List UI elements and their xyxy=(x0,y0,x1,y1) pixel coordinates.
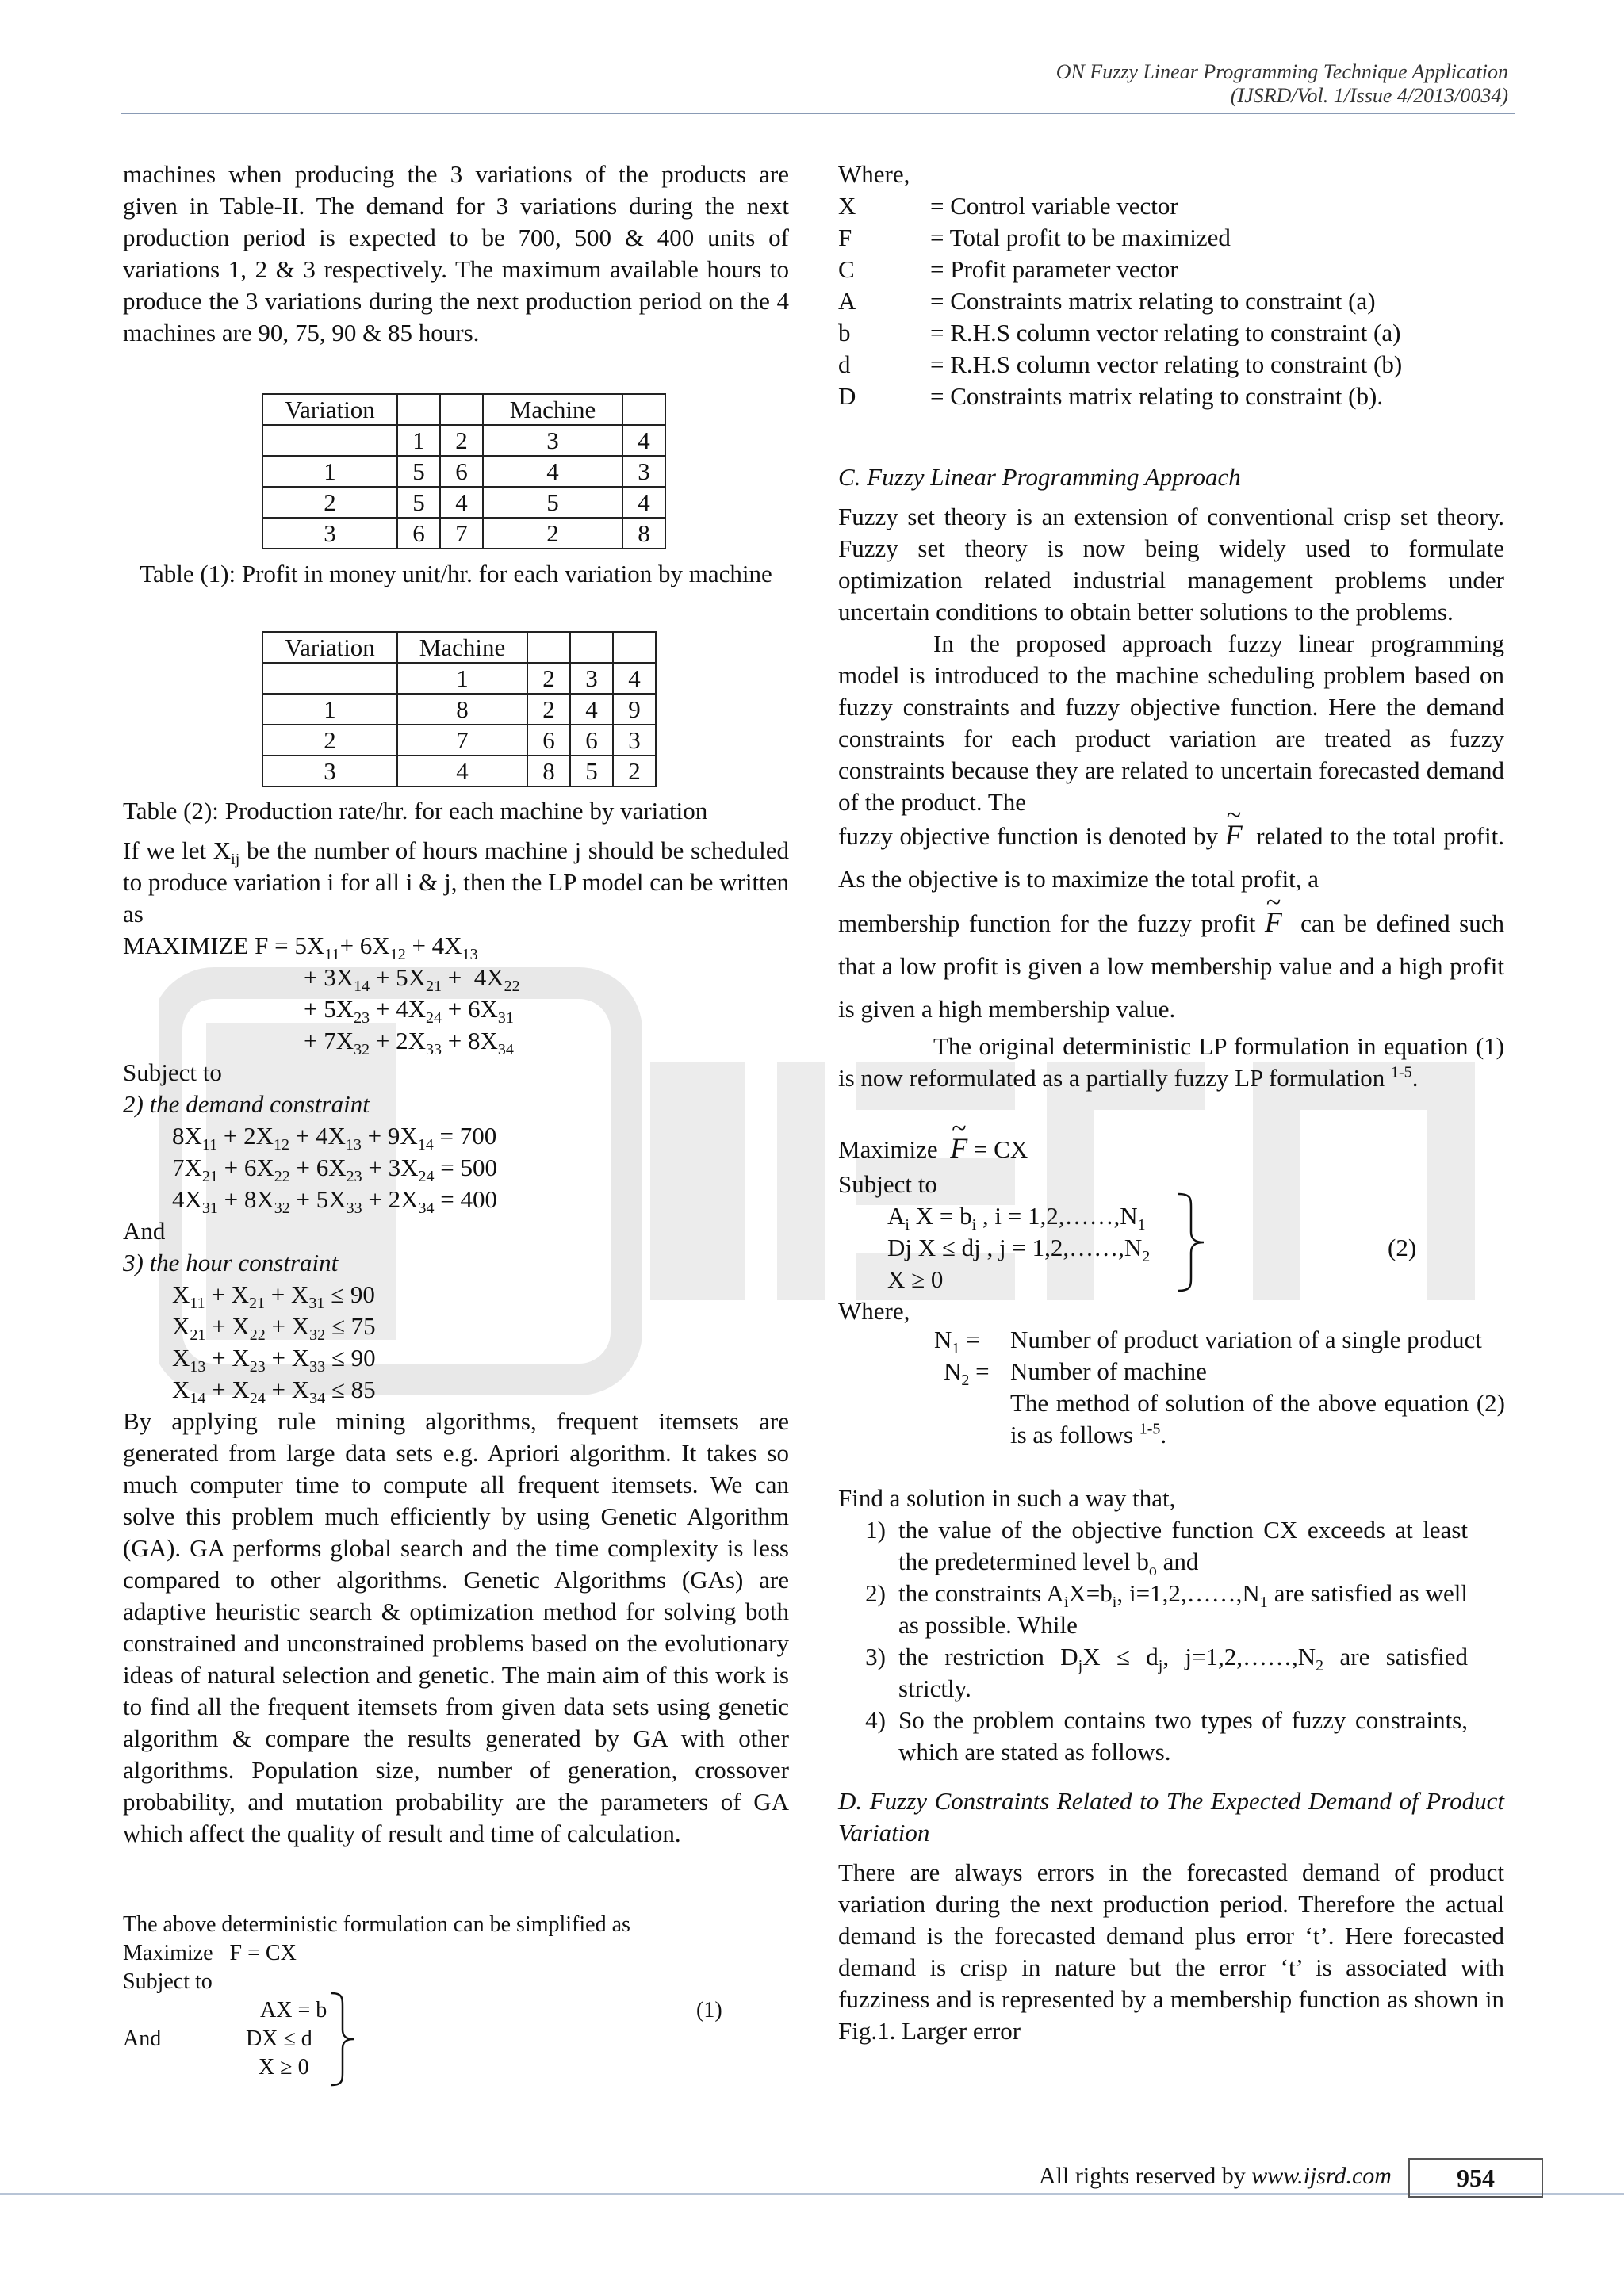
definitions-block xyxy=(838,159,1504,412)
lp-intro-sub: ij xyxy=(231,851,240,869)
subject-to-label-2: Subject to xyxy=(123,1969,213,1994)
n2-symbol: $N_2$ = xyxy=(944,1357,990,1390)
table-cell: Machine xyxy=(397,632,527,663)
table-cell: 2 xyxy=(262,487,397,518)
n1-symbol: $N_1$ = xyxy=(934,1326,980,1358)
eq2-brace xyxy=(1175,1192,1207,1292)
eq1-and: And xyxy=(123,2026,162,2051)
list-item xyxy=(838,1641,1504,1705)
objective-line-3: + $5X_{23} + 4X_{24} + 6X_{31}$ xyxy=(304,995,514,1027)
table-cell xyxy=(262,425,397,456)
n-definitions xyxy=(934,1324,1505,1451)
definition-row xyxy=(838,349,1504,381)
f-tilde-symbol: ~ F xyxy=(950,1132,967,1164)
table-1 xyxy=(262,393,666,549)
table-cell xyxy=(397,394,440,425)
demand-eq-2: $7X_{21} + 6X_{22} + 6X_{23} + 3X_{24} = 500$ xyxy=(172,1154,497,1186)
conditions-list xyxy=(838,1514,1504,1768)
table-cell: Machine xyxy=(483,394,622,425)
table-cell: 5 xyxy=(483,487,622,518)
definition-row xyxy=(838,317,1504,349)
table-1-caption: Table (1): Profit in money unit/hr. for each variation by machine xyxy=(140,560,772,587)
header-title: ON Fuzzy Linear Programming Technique Application xyxy=(1055,60,1508,83)
where-label: Where, xyxy=(838,160,910,188)
list-number: 3) xyxy=(865,1643,886,1670)
page-number: 954 xyxy=(1408,2158,1543,2198)
table-cell xyxy=(527,632,570,663)
table-row xyxy=(262,487,665,518)
table-cell: 4 xyxy=(440,487,483,518)
eq2-line-a: $A_i$ $X = b_i$ , $i = 1,2,\dots\dots,N_1$ xyxy=(887,1202,1146,1234)
maximize-f-tilde-line xyxy=(838,1132,1504,1169)
table-cell xyxy=(613,632,656,663)
table-cell: 8 xyxy=(397,694,527,725)
table-cell xyxy=(622,394,665,425)
n2-text: Number of machine xyxy=(1010,1357,1207,1385)
citation-superscript: 1-5 xyxy=(1391,1063,1412,1081)
definition-key: b xyxy=(838,319,851,346)
demand-constraint-heading: 2) the demand constraint xyxy=(123,1090,370,1118)
definition-value: = Control variable vector xyxy=(930,192,1178,220)
ga-paragraph: By applying rule mining algorithms, frequent itemsets are generated from large data sets e.g. Apriori algorithm. It takes so much computer time to compute all frequent itemsets. We can solve this problem much efficiently by using Genetic Algorithm (GA). GA performs global search and the time complexity is less compared to other algorithms. Genetic Algorithms (GAs) are adaptive heuristic search & optimization method for solving both constrained and unconstrained problems based on the evolutionary ideas of natural selection and genetic. The main aim of this work is to find all the frequent itemsets from given data sets using genetic algorithm & compare the results generated by GA with other algorithms. Population size, number of generation, crossover probability, and mutation probability are the parameters of GA which affect the quality of result and time of calculation. xyxy=(123,1407,789,1847)
subject-to-label-3: Subject to xyxy=(838,1170,937,1198)
table-cell: 3 xyxy=(262,518,397,549)
table-cell: 4 xyxy=(622,425,665,456)
hour-constraint-heading: 3) the hour constraint xyxy=(123,1249,339,1276)
lp-intro-text-rest: be the number of hours machine j should be scheduled to produce variation i for all i & j, then the LP model can be written as xyxy=(123,836,789,928)
table-cell: 2 xyxy=(483,518,622,549)
table-cell: 1 xyxy=(397,425,440,456)
table-cell: 4 xyxy=(622,487,665,518)
fuzzy-objective-text: fuzzy objective function is denoted by xyxy=(838,822,1219,850)
table-cell: 5 xyxy=(570,756,613,786)
simplified-formulation xyxy=(123,1911,789,1996)
where-label-2: Where, xyxy=(838,1297,910,1325)
list-text: the value of the objective function CX exceeds at least the predetermined level $b_o$ and xyxy=(898,1516,1468,1580)
table-cell: 3 xyxy=(622,456,665,487)
find-solution-text: Find a solution in such a way that, xyxy=(838,1484,1176,1512)
lp-model-block xyxy=(123,835,789,1850)
definition-value: = R.H.S column vector relating to constraint (b) xyxy=(930,350,1403,378)
definition-key: d xyxy=(838,350,851,378)
table-cell: 2 xyxy=(262,725,397,756)
section-c-paragraph-5 xyxy=(838,1031,1504,1094)
section-c-paragraph-1: Fuzzy set theory is an extension of conventional crisp set theory. Fuzzy set theory is now being widely used to formulate optimization related industrial management problems under uncertain conditions to obtain better solutions to the problems. xyxy=(838,503,1504,626)
hour-eq-4: $X_{14} + X_{24} + X_{34} \le 85$ xyxy=(172,1376,376,1408)
definition-row xyxy=(838,285,1504,317)
header-citation: (IJSRD/Vol. 1/Issue 4/2013/0034) xyxy=(1230,84,1508,107)
table-cell: 4 xyxy=(613,663,656,694)
and-label: And xyxy=(123,1217,166,1245)
lp-intro-text: If we let X xyxy=(123,836,232,864)
demand-eq-1: $8X_{11} + 2X_{12} + 4X_{13} + 9X_{14} = 700$ xyxy=(172,1122,497,1154)
n1-definition xyxy=(934,1324,1505,1356)
definition-value: = Total profit to be maximized xyxy=(930,224,1231,251)
subject-to-label: Subject to xyxy=(123,1058,222,1086)
f-tilde-symbol: ~ F xyxy=(1265,901,1282,943)
table-cell: 7 xyxy=(397,725,527,756)
list-number: 2) xyxy=(865,1579,886,1607)
fuzzy-objective-line xyxy=(838,813,1504,901)
membership-paragraph xyxy=(838,901,1504,1031)
left-column xyxy=(123,159,789,349)
table-row xyxy=(262,756,656,786)
table-cell: 7 xyxy=(440,518,483,549)
lp-intro-paragraph xyxy=(123,835,789,930)
section-d-heading: D. Fuzzy Constraints Related to The Expected Demand of Product Variation xyxy=(838,1787,1504,1846)
n1-text: Number of product variation of a single product xyxy=(1010,1326,1482,1353)
definition-key: C xyxy=(838,255,855,283)
list-text: the restriction $D_jX \le d_j$, $j=1,2,\dots\dots,N_2$ are satisfied strictly. xyxy=(898,1643,1469,1702)
method-text: The method of solution of the above equation (2) is as follows xyxy=(1010,1389,1505,1448)
table-cell: 1 xyxy=(397,663,527,694)
table-row xyxy=(262,725,656,756)
citation-superscript: 1-5 xyxy=(1139,1420,1161,1438)
objective-line-1: MAXIMIZE $F = 5X_{11}+ 6X_{12} + 4X_{13}$ xyxy=(123,932,478,964)
table-cell: 2 xyxy=(527,694,570,725)
table-cell: 2 xyxy=(613,756,656,786)
table-cell: Variation xyxy=(262,632,397,663)
section-c-paragraph-2: In the proposed approach fuzzy linear programming model is introduced to the machine scheduling problem based on fuzzy constraints and fuzzy objective function. Here the demand constraints for each product variation are treated as fuzzy constraints because they are related to uncertain forecasted demand of the product. The xyxy=(838,629,1504,816)
table-cell: 4 xyxy=(483,456,622,487)
table-cell xyxy=(262,663,397,694)
table-cell: 6 xyxy=(527,725,570,756)
hour-eq-1: $X_{11} + X_{21} + X_{31} \le 90$ xyxy=(172,1280,375,1313)
footer-rule xyxy=(0,2193,1624,2195)
table-cell: 3 xyxy=(483,425,622,456)
list-item xyxy=(838,1514,1504,1578)
definition-key: A xyxy=(838,287,856,315)
definition-key: D xyxy=(838,382,856,410)
section-c-body xyxy=(838,501,1504,1094)
definition-value: = Profit parameter vector xyxy=(930,255,1178,283)
list-number: 1) xyxy=(865,1516,886,1544)
table-cell: 6 xyxy=(570,725,613,756)
table-cell: 1 xyxy=(262,456,397,487)
table-cell: 8 xyxy=(622,518,665,549)
site-link[interactable]: www.ijsrd.com xyxy=(1251,2163,1392,2189)
table-cell: 3 xyxy=(613,725,656,756)
method-paragraph: The method of solution of the above equation (2) is as follows $^{1-5}$. xyxy=(1010,1389,1505,1448)
hour-eq-2: $X_{21} + X_{22} + X_{32} \le 75$ xyxy=(172,1312,376,1345)
fuzzy-objective-text-rest: related to the total profit. As the objective is to maximize the total profit, a xyxy=(838,822,1505,893)
definition-row xyxy=(838,381,1504,412)
table-cell: 9 xyxy=(613,694,656,725)
table-row xyxy=(262,425,665,456)
table-row xyxy=(262,394,665,425)
demand-eq-3: $4X_{31} + 8X_{32} + 5X_{33} + 2X_{34} = 400$ xyxy=(172,1185,497,1218)
membership-text: membership function for the fuzzy profit xyxy=(838,909,1256,937)
footer-rights xyxy=(1039,2163,1392,2190)
maximize-line xyxy=(123,1939,789,1968)
table-cell: 3 xyxy=(570,663,613,694)
eq2-number: (2) xyxy=(1388,1234,1417,1261)
objective-line-4: + $7X_{32} + 2X_{33} + 8X_{34}$ xyxy=(304,1027,514,1059)
maximize-label-2: Maximize xyxy=(838,1135,938,1163)
maximize-label: Maximize xyxy=(123,1941,213,1965)
definition-row xyxy=(838,254,1504,285)
definition-value: = Constraints matrix relating to constraint (a) xyxy=(930,287,1376,315)
definition-value: = R.H.S column vector relating to constraint (a) xyxy=(930,319,1401,346)
section-d-paragraph: There are always errors in the forecasted demand of product variation during the next production period. Therefore the actual demand is the forecasted demand plus error ‘t’. Here forecasted demand is crisp in nature but the error ‘t’ is associated with fuzziness and is represented by a membership function as shown in Fig.1. Larger error xyxy=(838,1858,1504,2045)
eq1-line-c: X ≥ 0 xyxy=(259,2055,309,2080)
table-row xyxy=(262,694,656,725)
simplified-intro: The above deterministic formulation can be simplified as xyxy=(123,1912,630,1937)
table-cell: 2 xyxy=(440,425,483,456)
section-c-heading: C. Fuzzy Linear Programming Approach xyxy=(838,463,1241,491)
eq1-number: (1) xyxy=(696,1998,722,2022)
table-row xyxy=(262,663,656,694)
table-cell xyxy=(440,394,483,425)
table-2-caption: Table (2): Production rate/hr. for each machine by variation xyxy=(123,797,708,825)
table-cell: 6 xyxy=(397,518,440,549)
table-cell: 2 xyxy=(527,663,570,694)
eq2-line-c: X ≥ 0 xyxy=(887,1265,944,1293)
list-item xyxy=(838,1705,1504,1768)
table-cell: 5 xyxy=(397,456,440,487)
section-d-body xyxy=(838,1857,1504,2047)
table-row xyxy=(262,456,665,487)
rights-label: All rights reserved by xyxy=(1039,2163,1246,2189)
definition-value: = Constraints matrix relating to constraint (b). xyxy=(930,382,1384,410)
eq1-line-a: AX = b xyxy=(260,1998,327,2022)
equation-2-block xyxy=(838,1132,1504,1327)
table-cell: 4 xyxy=(397,756,527,786)
n2-definition xyxy=(934,1356,1505,1390)
reformulation-end: . xyxy=(1411,1064,1419,1092)
table-2 xyxy=(262,631,657,787)
running-header xyxy=(1056,60,1508,108)
table-cell: 8 xyxy=(527,756,570,786)
table-cell: 4 xyxy=(570,694,613,725)
table-cell: 3 xyxy=(262,756,397,786)
table-row xyxy=(262,518,665,549)
list-number: 4) xyxy=(865,1706,886,1734)
eq1-line-b: DX ≤ d xyxy=(246,2026,312,2051)
objective-line-2: + $3X_{14} + 5X_{21} + 4X_{22}$ xyxy=(304,963,520,996)
maximize-expression-2: = CX xyxy=(973,1135,1028,1163)
table-cell xyxy=(570,632,613,663)
hour-eq-3: $X_{13} + X_{23} + X_{33} \le 90$ xyxy=(172,1344,376,1376)
list-text: So the problem contains two types of fuzzy constraints, which are stated as follows. xyxy=(898,1706,1468,1766)
table-cell: Variation xyxy=(262,394,397,425)
definition-row xyxy=(838,190,1504,222)
definition-row xyxy=(838,222,1504,254)
table-cell: 5 xyxy=(397,487,440,518)
table-cell: 6 xyxy=(440,456,483,487)
intro-paragraph: machines when producing the 3 variations of the products are given in Table-II. The demand for 3 variations during the next production period is expected to be 700, 500 & 400 units of variations 1, 2 & 3 respectively. The maximum available hours to produce the 3 variations during the next production period on the 4 machines are 90, 75, 90 & 85 hours. xyxy=(123,160,789,346)
reformulation-text: The original deterministic LP formulation in equation (1) is now reformulated as a partially fuzzy LP formulation xyxy=(838,1032,1504,1092)
maximize-expression: F = CX xyxy=(229,1941,297,1965)
eq2-line-b: Dj X ≤ dj , $j = 1,2,\dots\dots,N_2$ xyxy=(887,1234,1151,1266)
list-item xyxy=(838,1578,1504,1641)
table-row xyxy=(262,632,656,663)
f-tilde-symbol: ~ F xyxy=(1225,813,1243,856)
definition-key: F xyxy=(838,224,852,251)
membership-text-rest: can be defined such that a low profit is given a low membership value and a high profit is given a high membership value. xyxy=(838,909,1505,1023)
header-rule xyxy=(121,113,1515,114)
eq1-brace xyxy=(328,1992,357,2087)
definition-key: X xyxy=(838,192,856,220)
table-cell: 1 xyxy=(262,694,397,725)
list-text: the constraints $A_iX=b_i$, $i=1,2,\dots\dots,N_1$ are satisfied as well as possible. While xyxy=(898,1579,1469,1639)
